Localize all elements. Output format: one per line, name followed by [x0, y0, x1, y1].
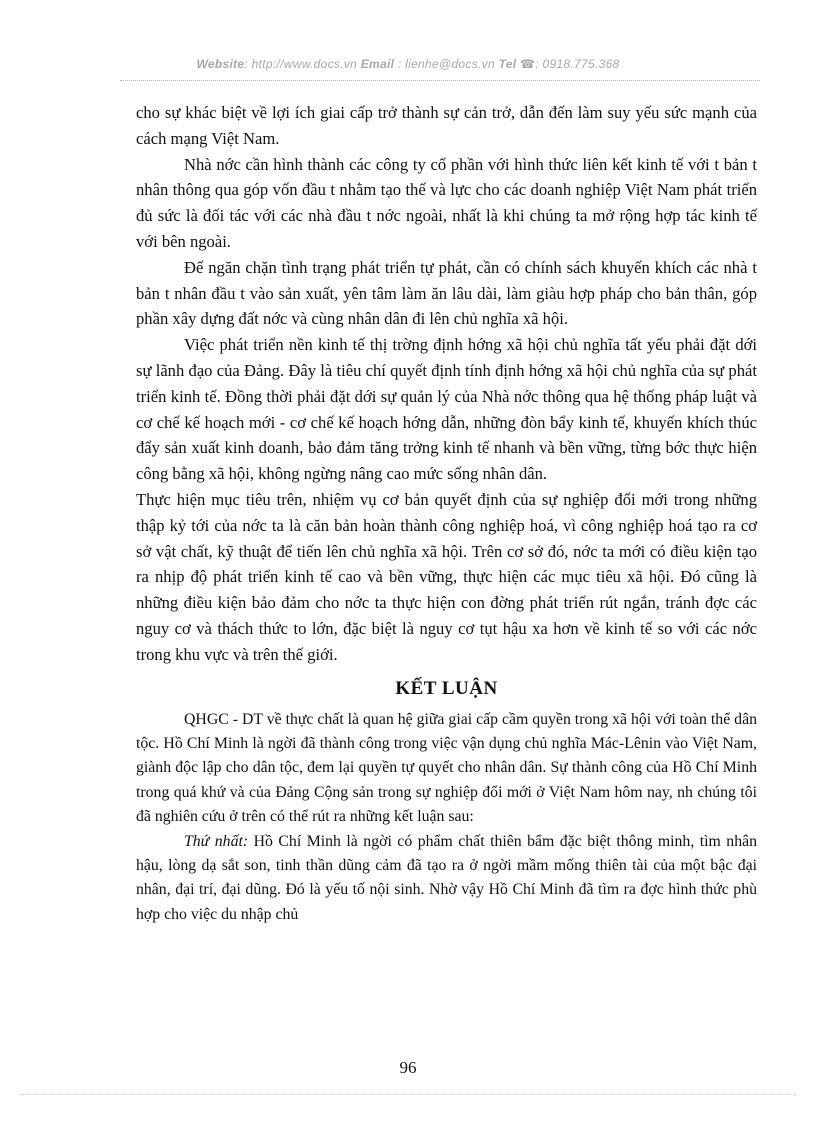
paragraph-5: Thực hiện mục tiêu trên, nhiệm vụ cơ bản quyết định của sự nghiệp đổi mới trong những thập kỷ tới của nớc ta là căn bản hoàn thành công nghiệp hoá, vì công nghiệp hoá tạo ra cơ sở vật chất, kỹ thuật để tiến lên chủ nghĩa xã hội. Trên cơ sở đó, nớc ta mới có điều kiện tạo ra nhịp độ phát triển kinh tế cao và bền vững, thực hiện các mục tiêu xã hội. Đó cũng là những điều kiện bảo đảm cho nớc ta thực hiện con đờng phát triển rút ngắn, tránh đợc các nguy cơ và thách thức to lớn, đặc biệt là nguy cơ tụt hậu xa hơn về kinh tế so với các nớc trong khu vực và trên thế giới.	[136, 489, 757, 664]
section-heading: KẾT LUẬN	[395, 677, 498, 699]
website-label: Website	[196, 57, 245, 71]
tel-value: ☎: 0918.775.368	[516, 57, 620, 71]
email-label: Email	[360, 57, 395, 71]
paragraph-4: Việc phát triển nền kinh tế thị trờng định hớng xã hội chủ nghĩa tất yếu phải đặt dới sự lãnh đạo của Đảng. Đây là tiêu chí quyết định tính định hớng xã hội chủ nghĩa của sự phát triển kinh tế. Đồng thời phải đặt dới sự quản lý của Nhà nớc thông qua hệ thống pháp luật và cơ chế kế hoạch mới - cơ chế kế hoạch hớng dẫn, những đòn bẩy kinh tế, khuyến khích thúc đẩy sản xuất kinh doanh, bảo đảm tăng trởng kinh tế nhanh và bền vững, từng bớc thực hiện công bằng xã hội, không ngừng nâng cao mức sống nhân dân.	[136, 335, 757, 484]
paragraph-1: cho sự khác biệt về lợi ích giai cấp trở thành sự cản trở, dẫn đến làm suy yếu sức mạnh của cách mạng Việt Nam.	[136, 103, 757, 148]
email-value: : lienhe@docs.vn	[394, 57, 499, 71]
header-divider	[120, 80, 760, 81]
page-number: 96	[399, 1058, 417, 1077]
page-header	[0, 57, 816, 71]
paragraph-2: Nhà nớc cần hình thành các công ty cổ phần với hình thức liên kết kinh tế với t bản t nhân thông qua góp vốn đầu t nhằm tạo thế và lực cho các doanh nghiệp Việt Nam phát triển đủ sức là đối tác với các nhà đầu t nớc ngoài, nhất là khi chúng ta mở rộng hợp tác kinh tế với bên ngoài.	[136, 154, 757, 251]
tel-label: Tel	[498, 57, 517, 71]
footer-divider	[20, 1094, 796, 1095]
paragraph-3: Để ngăn chặn tình trạng phát triển tự phát, cần có chính sách khuyến khích các nhà t bản t nhân đầu t vào sản xuất, yên tâm làm ăn lâu dài, làm giàu hợp pháp cho bản thân, góp phần xây dựng đất nớc và cùng nhân dân đi lên chủ nghĩa xã hội.	[136, 257, 757, 329]
paragraph-7	[136, 830, 757, 928]
paragraph-7-text: Hồ Chí Minh là ngời có phẩm chất thiên bẩm đặc biệt thông minh, tìm nhân hậu, lòng dạ sắt son, tinh thần dũng cảm đã tạo ra ở ngời mầm mống thiên tài của một bậc đại nhân, đại trí, đại dũng. Đó là yếu tố nội sinh. Nhờ vậy Hồ Chí Minh đã tìm ra đợc hình thức phù hợp cho việc du nhập chủ	[136, 832, 757, 923]
page-body	[136, 100, 757, 927]
website-value: : http://www.docs.vn	[244, 57, 361, 71]
paragraph-6: QHGC - DT về thực chất là quan hệ giữa giai cấp cầm quyền trong xã hội với toàn thể dân tộc. Hồ Chí Minh là ngời đã thành công trong việc vận dụng chủ nghĩa Mác-Lênin vào Việt Nam, giành độc lập cho dân tộc, đem lại quyền tự quyết cho nhân dân. Sự thành công của Hồ Chí Minh trong quá khứ và của Đảng Cộng sản trong sự nghiệp đổi mới ở Việt Nam hôm nay, nh chúng tôi đã nghiên cứu ở trên có thể rút ra những kết luận sau:	[136, 710, 757, 826]
paragraph-7-lead: Thứ nhất:	[184, 832, 249, 850]
